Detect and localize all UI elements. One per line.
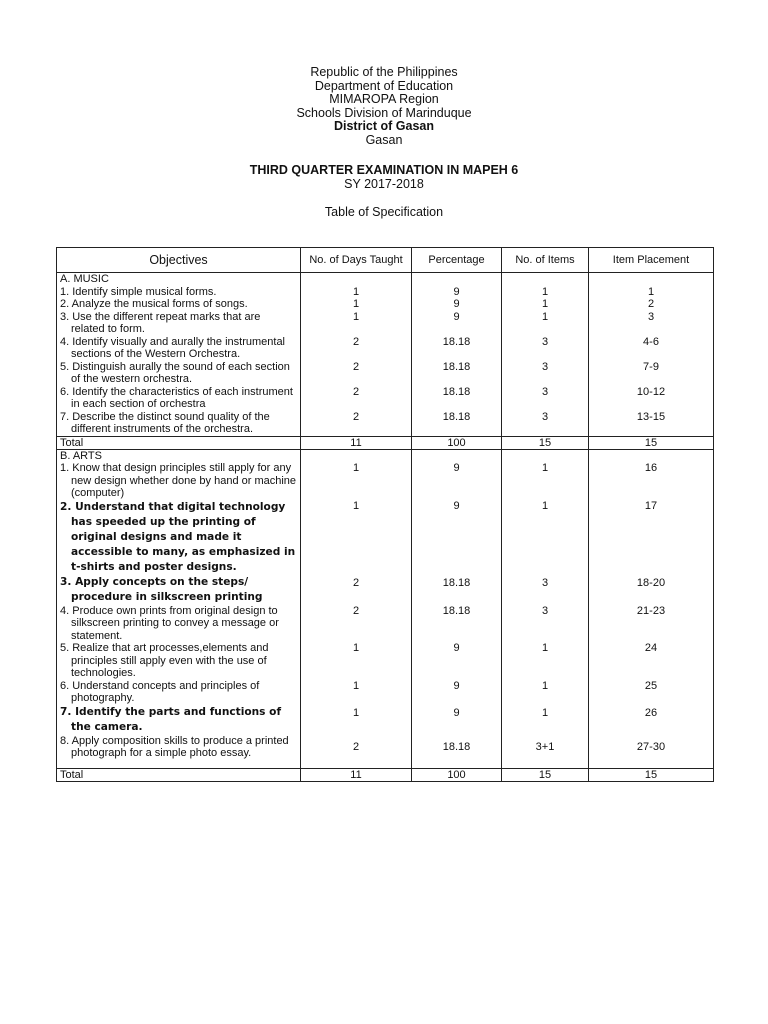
days-cell: 1 bbox=[301, 286, 412, 299]
objective-text: 8. Apply composition skills to produce a printed photograph for a simple photo essay. bbox=[60, 734, 289, 759]
items-cell: 3 bbox=[502, 361, 589, 386]
days-cell: 2 bbox=[301, 386, 412, 411]
total-items: 15 bbox=[502, 768, 589, 781]
items-cell: 1 bbox=[502, 462, 589, 500]
table-row bbox=[57, 462, 714, 500]
placement-cell: 24 bbox=[589, 642, 714, 680]
placement-cell: 13-15 bbox=[589, 411, 714, 437]
total-placement: 15 bbox=[589, 436, 714, 449]
total-percentage: 100 bbox=[412, 436, 502, 449]
items-cell: 3 bbox=[502, 386, 589, 411]
header-region: MIMAROPA Region bbox=[329, 92, 439, 107]
percentage-cell: 18.18 bbox=[412, 605, 502, 643]
percentage-cell: 9 bbox=[412, 500, 502, 575]
days-cell: 1 bbox=[301, 298, 412, 311]
header-percentage: Percentage bbox=[412, 248, 502, 273]
percentage-cell: 9 bbox=[412, 462, 502, 500]
table-row bbox=[57, 575, 714, 605]
percentage-cell: 9 bbox=[412, 298, 502, 311]
placement-cell: 4-6 bbox=[589, 336, 714, 361]
placement-cell: 10-12 bbox=[589, 386, 714, 411]
school-year: SY 2017-2018 bbox=[344, 177, 424, 191]
total-row bbox=[57, 768, 714, 781]
days-cell: 1 bbox=[301, 500, 412, 575]
total-placement: 15 bbox=[589, 768, 714, 781]
days-cell: 1 bbox=[301, 462, 412, 500]
objective-text: 3. Apply concepts on the steps/ procedure in silkscreen printing bbox=[60, 575, 263, 603]
objective-text: 6. Understand concepts and principles of photography. bbox=[60, 679, 260, 704]
items-cell: 3 bbox=[502, 575, 589, 605]
percentage-cell: 9 bbox=[412, 311, 502, 336]
table-row bbox=[57, 735, 714, 769]
items-cell: 1 bbox=[502, 642, 589, 680]
header-items: No. of Items bbox=[502, 248, 589, 273]
days-cell: 2 bbox=[301, 361, 412, 386]
placement-cell: 1 bbox=[589, 286, 714, 299]
percentage-cell: 9 bbox=[412, 642, 502, 680]
days-cell: 2 bbox=[301, 735, 412, 769]
objective-text: 7. Describe the distinct sound quality of the different instruments of the orchestra. bbox=[60, 410, 270, 435]
objective-text: 7. Identify the parts and functions of the camera. bbox=[60, 705, 282, 733]
days-cell: 2 bbox=[301, 336, 412, 361]
days-cell: 1 bbox=[301, 642, 412, 680]
percentage-cell: 18.18 bbox=[412, 575, 502, 605]
header-department: Department of Education bbox=[314, 78, 454, 93]
items-cell: 1 bbox=[502, 705, 589, 735]
table-row bbox=[57, 500, 714, 575]
objective-text: 3. Use the different repeat marks that are related to form. bbox=[60, 310, 261, 335]
items-cell: 3 bbox=[502, 605, 589, 643]
placement-cell: 26 bbox=[589, 705, 714, 735]
placement-cell: 3 bbox=[589, 311, 714, 336]
section-heading-arts: B. ARTS bbox=[57, 449, 301, 462]
total-days: 11 bbox=[301, 768, 412, 781]
percentage-cell: 18.18 bbox=[412, 735, 502, 769]
table-row bbox=[57, 680, 714, 705]
placement-cell: 27-30 bbox=[589, 735, 714, 769]
header-division: Schools Division of Marinduque bbox=[296, 105, 472, 120]
items-cell: 1 bbox=[502, 311, 589, 336]
exam-title: THIRD QUARTER EXAMINATION IN MAPEH 6 bbox=[249, 163, 519, 177]
items-cell: 3 bbox=[502, 411, 589, 437]
table-row bbox=[57, 411, 714, 437]
table-row bbox=[57, 386, 714, 411]
document-header bbox=[0, 66, 768, 148]
table-row bbox=[57, 311, 714, 336]
placement-cell: 21-23 bbox=[589, 605, 714, 643]
placement-cell: 16 bbox=[589, 462, 714, 500]
items-cell: 1 bbox=[502, 680, 589, 705]
percentage-cell: 9 bbox=[412, 705, 502, 735]
placement-cell: 17 bbox=[589, 500, 714, 575]
table-row bbox=[57, 642, 714, 680]
total-items: 15 bbox=[502, 436, 589, 449]
objective-text: 5. Distinguish aurally the sound of each section of the western orchestra. bbox=[60, 360, 290, 385]
header-town: Gasan bbox=[365, 132, 403, 147]
days-cell: 2 bbox=[301, 605, 412, 643]
objective-text: 2. Understand that digital technology has speeded up the printing of original designs and made it accessible to many, as emphasized in t-shirts and poster designs. bbox=[60, 500, 296, 573]
placement-cell: 7-9 bbox=[589, 361, 714, 386]
table-row bbox=[57, 298, 714, 311]
days-cell: 1 bbox=[301, 680, 412, 705]
percentage-cell: 9 bbox=[412, 286, 502, 299]
table-row bbox=[57, 705, 714, 735]
header-district: District of Gasan bbox=[333, 119, 435, 134]
objective-text: 4. Produce own prints from original design to silkscreen printing to convey a message or statement. bbox=[60, 604, 279, 642]
percentage-cell: 18.18 bbox=[412, 361, 502, 386]
days-cell: 2 bbox=[301, 411, 412, 437]
items-cell: 3+1 bbox=[502, 735, 589, 769]
total-label: Total bbox=[57, 768, 301, 781]
total-row bbox=[57, 436, 714, 449]
objective-text: 4. Identify visually and aurally the instrumental sections of the Western Orchestra. bbox=[60, 335, 286, 360]
items-cell: 1 bbox=[502, 286, 589, 299]
section-heading-music: A. MUSIC bbox=[57, 273, 301, 286]
items-cell: 1 bbox=[502, 298, 589, 311]
days-cell: 1 bbox=[301, 705, 412, 735]
total-days: 11 bbox=[301, 436, 412, 449]
objective-text: 2. Analyze the musical forms of songs. bbox=[60, 298, 248, 310]
header-days: No. of Days Taught bbox=[301, 248, 412, 273]
specification-table bbox=[56, 247, 714, 782]
section-heading-row bbox=[57, 273, 714, 286]
header-placement: Item Placement bbox=[589, 248, 714, 273]
items-cell: 3 bbox=[502, 336, 589, 361]
table-row bbox=[57, 286, 714, 299]
objective-text: 6. Identify the characteristics of each instrument in each section of orchestra bbox=[60, 385, 293, 410]
header-objectives: Objectives bbox=[57, 248, 301, 273]
percentage-cell: 9 bbox=[412, 680, 502, 705]
section-heading-row bbox=[57, 449, 714, 462]
percentage-cell: 18.18 bbox=[412, 411, 502, 437]
placement-cell: 2 bbox=[589, 298, 714, 311]
items-cell: 1 bbox=[502, 500, 589, 575]
percentage-cell: 18.18 bbox=[412, 386, 502, 411]
days-cell: 1 bbox=[301, 311, 412, 336]
total-label: Total bbox=[57, 436, 301, 449]
table-header-row bbox=[57, 248, 714, 273]
days-cell: 2 bbox=[301, 575, 412, 605]
percentage-cell: 18.18 bbox=[412, 336, 502, 361]
table-row bbox=[57, 336, 714, 361]
table-row bbox=[57, 605, 714, 643]
header-republic: Republic of the Philippines bbox=[310, 65, 458, 79]
placement-cell: 25 bbox=[589, 680, 714, 705]
total-percentage: 100 bbox=[412, 768, 502, 781]
objective-text: 1. Know that design principles still apply for any new design whether done by hand or machine (computer) bbox=[60, 462, 297, 499]
objective-text: 5. Realize that art processes,elements and principles still apply even with the use of technologies. bbox=[60, 642, 269, 679]
table-row bbox=[57, 361, 714, 386]
placement-cell: 18-20 bbox=[589, 575, 714, 605]
table-title: Table of Specification bbox=[324, 205, 444, 219]
objective-text: 1. Identify simple musical forms. bbox=[60, 285, 217, 298]
